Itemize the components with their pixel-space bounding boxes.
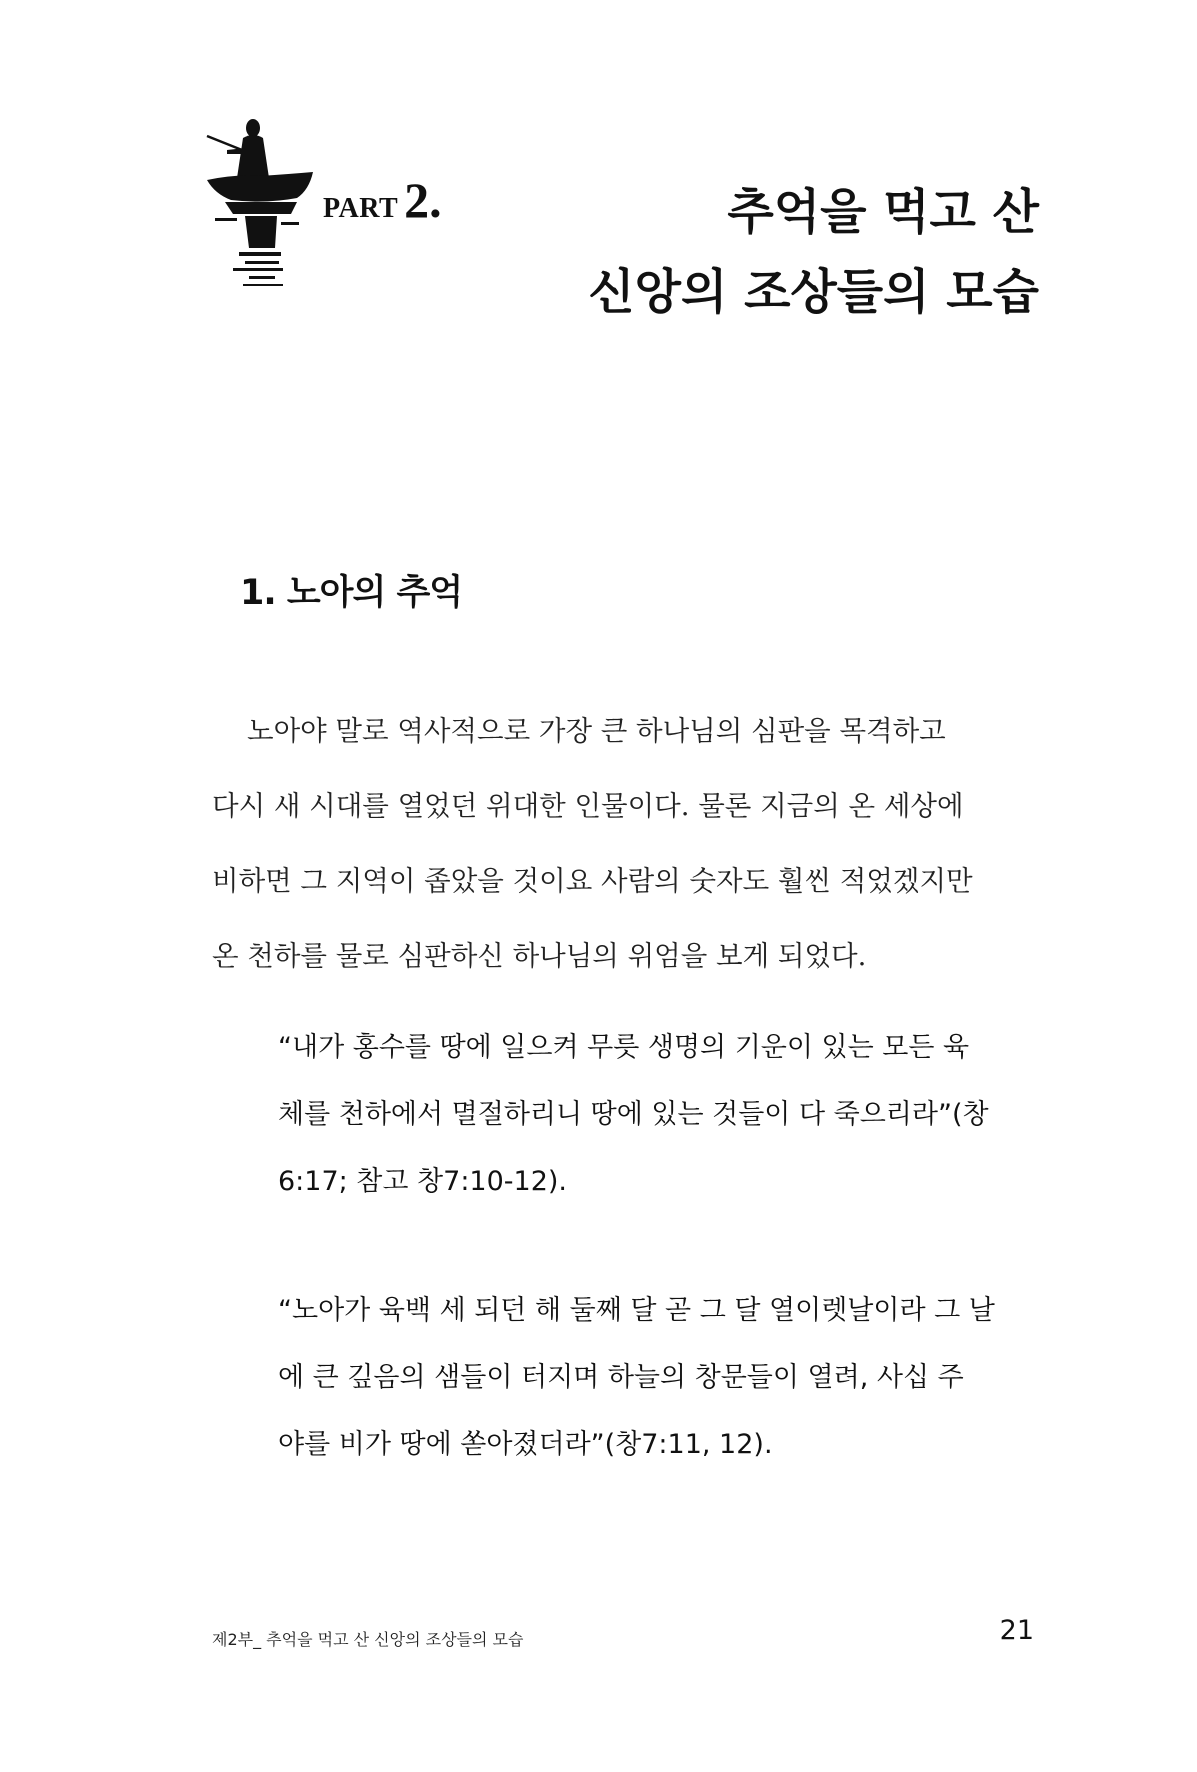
- scripture-quote: [278, 1277, 998, 1478]
- part-number: 2.: [404, 172, 442, 228]
- quote-line: 체를 천하에서 멸절하리니 땅에 있는 것들이 다 죽으리라”(창: [278, 1099, 989, 1130]
- body-line: 비하면 그 지역이 좁았을 것이요 사람의 숫자도 훨씬 적었겠지만: [212, 865, 973, 897]
- page-number: 21: [999, 1615, 1034, 1646]
- chapter-title: [588, 172, 1039, 332]
- quote-line: “노아가 육백 세 되던 해 둘째 달 곧 그 달 열이렛날이라 그 날: [278, 1295, 995, 1326]
- body-line: 온 천하를 물로 심판하신 하나님의 위엄을 보게 되었다.: [212, 940, 867, 972]
- quote-line: 야를 비가 땅에 쏟아졌더라”(창7:11, 12).: [278, 1429, 773, 1460]
- fisherman-silhouette-icon: [205, 118, 315, 296]
- quote-line: 6:17; 참고 창7:10-12).: [278, 1166, 567, 1197]
- part-word: PART: [323, 193, 399, 224]
- scripture-quote: [278, 1014, 998, 1215]
- body-line: 노아야 말로 역사적으로 가장 큰 하나님의 심판을 목격하고: [247, 715, 946, 747]
- running-footer: 제2부_ 추억을 먹고 산 신앙의 조상들의 모습: [212, 1630, 524, 1649]
- chapter-title-line-2: 신앙의 조상들의 모습: [588, 264, 1039, 320]
- body-line: 다시 새 시대를 열었던 위대한 인물이다. 물론 지금의 온 세상에: [212, 790, 964, 822]
- section-heading: 1. 노아의 추억: [240, 573, 463, 613]
- part-label: [323, 172, 442, 228]
- quote-line: “내가 홍수를 땅에 일으켜 무릇 생명의 기운이 있는 모든 육: [278, 1032, 970, 1063]
- quote-line: 에 큰 깊음의 샘들이 터지며 하늘의 창문들이 열려, 사십 주: [278, 1362, 964, 1393]
- chapter-title-line-1: 추억을 먹고 산: [727, 184, 1039, 240]
- body-paragraph: [212, 694, 1048, 994]
